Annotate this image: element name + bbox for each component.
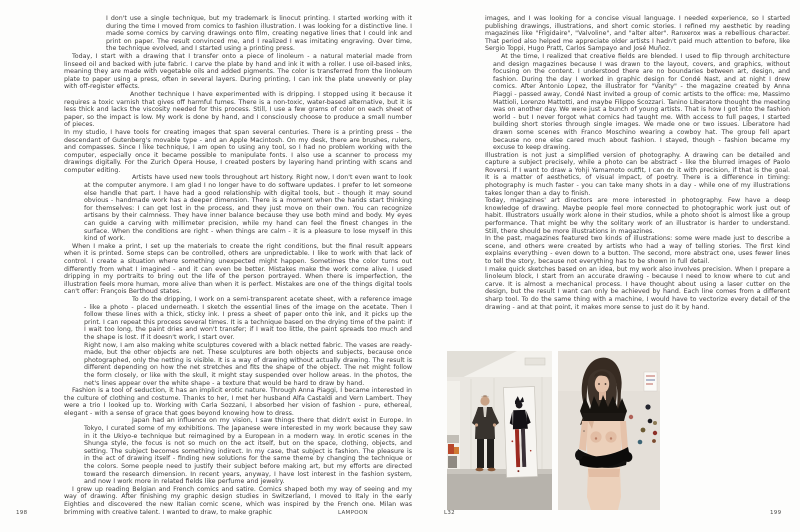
paragraph-net-sculptures: Right now, I am also making white sculptures covered with a black netted fabric. The vases are ready-made, but the other objects are net. These sculptures are both objects and subjects, because once photographed, only the netting is visible. It is a way of drawing without actually drawing. The result is different depending on how the net stretches and fits the shape of the object. The net might follow the form closely, or like with the skull, it might stay suspended over hollow areas. In the photos, the net's lines appear over the white shape - a texture that would be hard to draw by hand. (84, 341, 412, 387)
paragraph-sketches-precision: I make quick sketches based on an idea, but my work also involves precision. When I prepare a linoleum block, I start from an accurate drawing - because I need to know where to cut and carve. It is almost a mechanical process. I have thought about using a laser cutter on the design, but the result I want can only be achieved by hand. Each line comes from a different sharp tool. To do the same thing with a machine, I would have to vectorize every detail of the drawing - and at that point, it makes more sense to just do it by hand. (485, 265, 790, 311)
right-page-text-column (485, 15, 790, 311)
paragraph-artists-new-tools: Artists have used new tools throughout art history. Right now, I don't even want to look at the computer anymore. I am glad I no longer have to do software updates. I prefer to let someone else handle that part. I have had a good relationship with digital tools, but - though it may sound obvious - handmade work has a deeper dimension. There is a moment when the hands start thinking for themselves: I can get lost in the process, and they just move on their own. You can recognize artisans by their calmness. They have inner balance because they use both mind and body. My eyes can guide a carving with millimeter precision, while my hand can feel the finest changes in the surface. When the conditions are right - when things are calm - it is a pleasure to lose myself in this kind of work. (84, 174, 412, 243)
right-page-number: 199 (770, 510, 782, 516)
paragraph-japan-influence: Japan had an influence on my vision, I saw things there that didn't exist in Europe. In Tokyo, I curated some of my exhibitions. The Japanese were interested in my work because they saw in it the Ukiyo-e technique but reimagined by a European in a modern way. In erotic scenes in the Shunga style, the focus is not so much on the act itself, but on the space, clothing, objects, and setting. The subject becomes something indirect. In my case, that subject is fashion. The pleasure is in the act of drawing itself - finding new solutions for the same theme by changing the technique or the colors. Some people need to justify their subject before making art, but my efforts are directed toward the research dimension. In recent years, anyway, I have lost interest in the fashion system, and now I work more in related fields like perfume and jewelry. (84, 417, 412, 486)
paragraph-creative-fields: At the time, I realized that creative fields are blended. I used to flip through architecture and design magazines because I was drawn to the layout, covers, and graphics, without focusing on the content. I understood there are no boundaries between art, design, and fashion. During the day I worked in graphic design for Condé Nast, and at night I drew comics. After Antonio Lopez, the illustrator for "Vanity" - the magazine created by Anna Piaggi - passed away, Condé Nast invited a group of comic artists to the office: me, Massimo Mattioli, Lorenzo Mattotti, and maybe Filippo Scozzari. Tanino Liberatore thought the meeting was on another day. We were just a bunch of young artists. That is how I got into the fashion world - but I never forgot what comics had taught me. With access to full pages, I started building short stories through single images. We made one or two issues. Liberatore had drawn some scenes with Franco Moschino wearing a cowboy hat. The group fell apart because no one else cared much about fashion. I stayed, though - fashion became my excuse to keep drawing. (493, 52, 790, 152)
paragraph-two-kinds: In the past, magazines featured two kinds of illustrations: some were made just to describe a scene, and others were created by artists who had a way of telling stories. The first kind explains everything - even down to a button. The second, more abstract one, uses fewer lines to tell the story, because not everything has to be shown in full detail. (485, 235, 790, 265)
model-ruff-portrait-photo (558, 351, 660, 510)
studio-portrait-photo (447, 351, 552, 510)
paragraph-fashion-seduction: Fashion is a tool of seduction, it has an implicit erotic nature. Through Anna Piaggi, I became interested in the culture of clothing and costume. Thanks to her, I met her husband Alfa Castaldi and Vern Lambert. They were a trio I looked up to. Working with Carla Sozzani, I absorbed her vision of fashion - pure, ethereal, elegant - with a sense of grace that goes beyond knowing how to dress. (64, 387, 412, 417)
paragraph-linocut-trademark: I don't use a single technique, but my trademark is linocut printing. I started working with it during the time I moved from comics to fashion illustration. I was looking for a distinctive line. I made some comics by carving drawings onto film, creating negative lines that I could ink and print on paper. The result convinced me, and I realized I was imitating engraving. Over time, the technique evolved, and I started using a printing press. (106, 15, 412, 53)
paragraph-art-directors: Today, magazines' art directors are more interested in photography. Few have a deep knowledge of drawing. Maybe people feel more connected to photographic work just out of habit. Illustrators usually work alone in their studios, while a photo shoot is almost like a group performance. That might be why the solitary work of an illustrator is harder to understand. Still, there should be more illustrations in magazines. (485, 197, 790, 235)
paragraph-studio-tools: In my studio, I have tools for creating images that span several centuries. There is a printing press - the descendant of Gutenberg's movable type - and an Apple Macintosh. On my desk, there are brushes, rulers, and compasses. Since I like technique, I am open to using any tool, so I had no problem working with the computer, especially once it became possible to manipulate fonts. I also use a scanner to process my drawings digitally. For the Zurich Opera House, I created posters by layering hand printing with scans and computer editing. (64, 128, 412, 174)
paragraph-comics-upbringing: I grew up reading Belgian and French comics and satire. Comics shaped both my way of seeing and my way of drawing. After finishing my graphic design studies in Switzerland, I moved to Italy in the early Eighties and discovered the new Italian comic scene, which was inspired by the French one. Milan was brimming with creative talent. I wanted to draw, to make graphic (64, 485, 412, 516)
paragraph-dripping-acetate: To do the dripping, I work on a semi-transparent acetate sheet, with a reference image - like a photo - placed underneath. I sketch the essential lines of the image on the acetate. Then I follow these lines with a thick, sticky ink. I press a sheet of paper onto the ink, and it picks up the print. I can repeat this process several times. It is a technique based on the drying time of the paint: if I wait too long, the paint dries and won't transfer; if I wait too little, the paint spreads too much and the shape is lost. If it doesn't work, I start over. (84, 295, 412, 341)
paragraph-print-conditions: When I make a print, I set up the materials to create the right conditions, but the final result appears when it is printed. Some steps can be controlled, others are unpredictable. I like to work with that lack of control. I create a situation where something unexpected might happen. Sometimes the color turns out differently from what I imagined - and it can even be better. Mistakes make the work come alive. I used dripping in my portraits to bring out the life of the person portrayed. When there is imperfection, the illustration feels more human, more alive than when it is perfect. Mistakes are one of the things digital tools can't offer: François Berthoud states. (64, 242, 412, 296)
issue-label: L32 (444, 510, 455, 516)
paragraph-illustration-photo: Illustration is not just a simplified version of photography. A drawing can be detailed and capture a subject precisely, while a photo can be abstract - like the blurred images of Paolo Roversi. If I want to draw a Yohji Yamamoto outfit, I can do it with precision, if that is the goal. It is a matter of aesthetics, of visual impact, of poetry. There is a difference in timing: photography is much faster - you can take many shots in a day - while one of my illustrations takes longer than a day to finish. (485, 151, 790, 197)
left-page-text-column (64, 15, 412, 516)
paragraph-visual-language: images, and I was looking for a concise visual language. I needed experience, so I started publishing drawings, illustrations, and short comic stories. I refined my aesthetic by reading magazines like "Frigidaire", "Valvoline", and "alter alter". Ranxerox was a rebellious character. That period also helped me appreciate older artists I hadn't paid much attention to before, like Sergio Toppi, Hugo Pratt, Carlos Sampayo and José Muñoz. (485, 15, 790, 53)
paragraph-dripping-toxic: Another technique I have experimented with is dripping. I stopped using it because it requires a toxic varnish that gives off harmful fumes. There is a non-toxic, water-based alternative, but it is less thick and lacks the viscosity needed for this process. Still, I use a few grams of color on each sheet of paper, so the impact is low. My work is done by hand, and I consciously choose to produce a small number of pieces. (64, 90, 412, 129)
paragraph-linoleum-process: Today, I start with a drawing that I transfer onto a piece of linoleum - a natural material made from linseed oil and backed with jute fabric. I carve the plate by hand and ink it with a roller. I use oil-based inks, meaning they are made with vegetable oils and added pigments. The color is transferred from the linoleum plate to paper using a press, often in several layers. During printing, I can ink the plate unevenly or play with off-register effects. (64, 52, 412, 91)
magazine-name: LAMPOON (338, 510, 368, 516)
left-page-number: 198 (16, 510, 28, 516)
